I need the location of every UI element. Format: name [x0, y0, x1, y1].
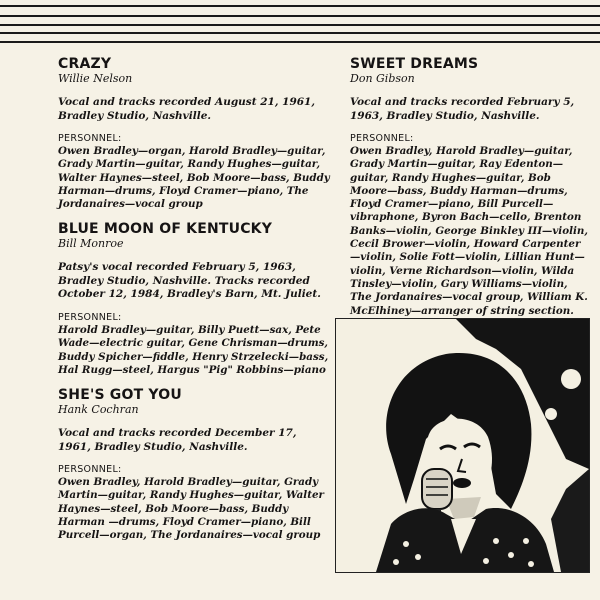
personnel-list: Owen Bradley, Harold Bradley—guitar, Grady Martin—guitar, Randy Hughes—guitar, Walter Haynes—steel, Bob Moore—bass, Buddy Harman —drums, Floyd Cramer—piano, Bill Purcell—organ, The Jordanaires—vocal group — [58, 476, 324, 542]
personnel-label: PERSONNEL: — [58, 464, 122, 476]
staff-line — [0, 24, 600, 26]
recording-info: Vocal and tracks recorded December 17, 1961, Bradley Studio, Nashville. — [58, 427, 297, 453]
song-artist: Willie Nelson — [58, 72, 133, 85]
left-column — [58, 56, 330, 553]
song-title: SHE'S GOT YOU — [58, 387, 182, 404]
staff-line — [0, 5, 600, 7]
personnel-label: PERSONNEL: — [58, 133, 122, 144]
staff-line — [0, 15, 600, 17]
song-title: SWEET DREAMS — [350, 56, 479, 72]
personnel-label: PERSONNEL: — [350, 133, 414, 144]
personnel-label: PERSONNEL: — [58, 311, 122, 323]
personnel-list: Owen Bradley—organ, Harold Bradley—guitar, Grady Martin—guitar, Randy Hughes—guitar, Walter Haynes—steel, Bob Moore—bass, Buddy Harman—drums, Floyd Cramer—piano, The Jordanaires—vocal group — [58, 145, 330, 211]
recording-info: Patsy's vocal recorded February 5, 1963, Bradley Studio, Nashville. Tracks recorded October 12, 1984, Bradley's Barn, Mt. Juliet. — [58, 261, 321, 301]
recording-info: Vocal and tracks recorded August 21, 1961, Bradley Studio, Nashville. — [58, 96, 316, 122]
staff-line — [0, 32, 600, 34]
song-entry-crazy — [58, 56, 330, 211]
song-entry-sweet-dreams — [350, 56, 590, 318]
song-title: BLUE MOON OF KENTUCKY — [58, 221, 273, 238]
right-column — [350, 56, 590, 328]
personnel-list: Owen Bradley, Harold Bradley—guitar, Grady Martin—guitar, Ray Edenton—guitar, Randy Hughes—guitar, Bob Moore—bass, Buddy Harman—drums, Floyd Cramer—piano, Bill Purcell—vibraphone, Byron Bach—cello, Brenton Banks—violin, George Binkley III—violin, Cecil Brower—violin, Howard Carpenter—violin, Solie Fott—violin, Lillian Hunt—violin, Verne Richardson—violin, Wilda Tinsley—violin, Gary Williams—violin, The Jordanaires—vocal group, William K. McElhiney—arranger of string section. — [350, 145, 588, 317]
song-entry-blue-moon — [58, 221, 330, 377]
song-artist: Bill Monroe — [58, 237, 124, 251]
staff-line — [0, 41, 600, 43]
recording-info: Vocal and tracks recorded February 5, 1963, Bradley Studio, Nashville. — [350, 96, 575, 122]
song-artist: Don Gibson — [350, 72, 415, 85]
song-title: CRAZY — [58, 56, 112, 72]
song-artist: Hank Cochran — [58, 403, 139, 417]
singer-illustration — [336, 319, 589, 572]
personnel-list: Harold Bradley—guitar, Billy Puett—sax, Pete Wade—electric guitar, Gene Chrisman—drums, Buddy Spicher—fiddle, Henry Strzelecki—bass, Hal Rugg—steel, Hargus "Pig" Robbins—piano — [58, 323, 329, 376]
song-entry-shes-got-you — [58, 387, 330, 542]
singer-photo — [335, 318, 590, 573]
